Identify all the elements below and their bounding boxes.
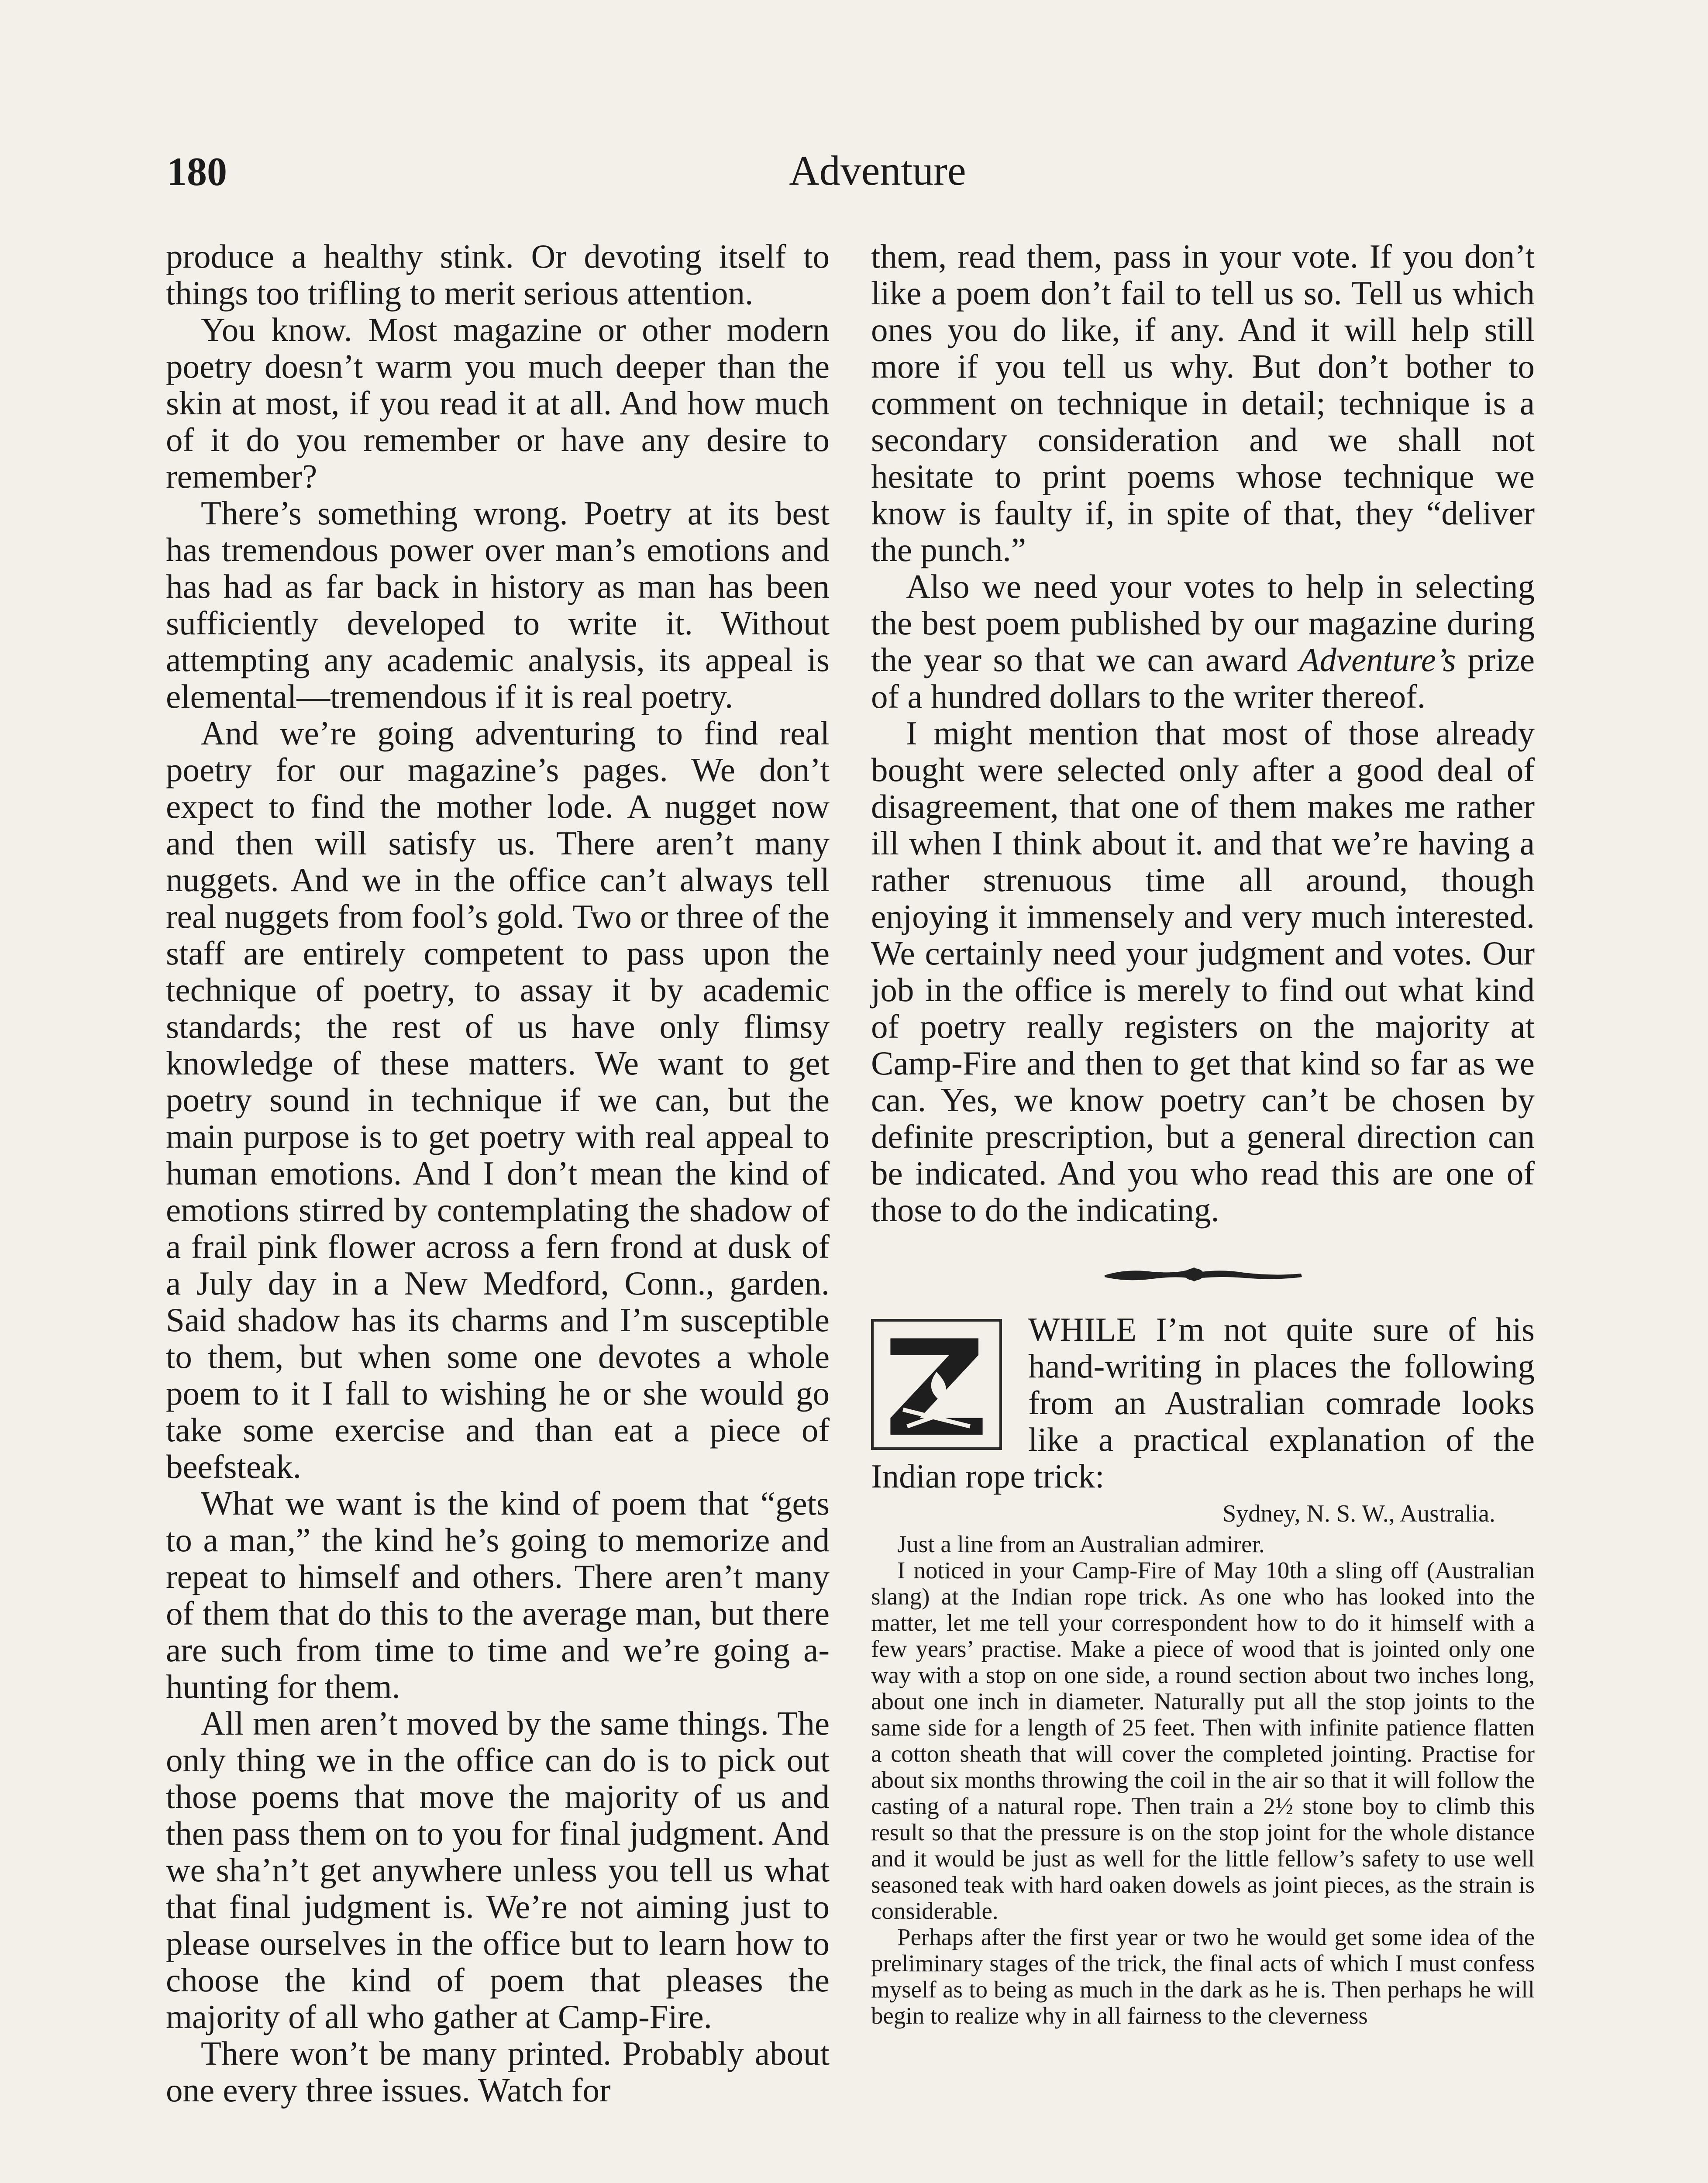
left-paragraph-2: You know. Most magazine or other modern poetry doesn’t warm you much deeper than the skin at most, if you read it at all. And how much of it do you remember or have any desire to remember? xyxy=(166,311,830,495)
letter-intro: WHILE I’m not quite sure of his hand-writing in places the following from an Australian comrade looks like a practical explanation of the Indian rope trick: xyxy=(871,1311,1535,1495)
left-paragraph-5: What we want is the kind of poem that “gets to a man,” the kind he’s going to memorize and repeat to himself and others. There aren’t many of them that do this to the average man, but there are such from time to time and we’re going a-hunting for them. xyxy=(166,1484,830,1705)
ornament-divider-icon xyxy=(1100,1259,1305,1289)
left-paragraph-4: And we’re going adventuring to find real poetry for our magazine’s pages. We don’t expect to find the mother lode. A nugget now and then will satisfy us. There aren’t many nuggets. And we in the office can’t always tell real nuggets from fool’s gold. Two or three of the staff are entirely competent to pass upon the technique of poetry, to assay it by academic standards; the rest of us have only flimsy knowledge of these matters. We want to get poetry sound in technique if we can, but the main purpose is to get poetry with real appeal to human emotions. And I don’t mean the kind of emotions stirred by contemplating the shadow of a frail pink flower across a fern frond at dusk of a July day in a New Medford, Conn., garden. Said shadow has its charms and I’m susceptible to them, but when some one devotes a whole poem to it I fall to wishing he or she would go take some exercise and than eat a piece of beefsteak. xyxy=(166,714,830,1485)
right-paragraph-3: I might mention that most of those already bought were selected only after a good deal of disagreement, that one of them makes me rather ill when I think about it. and that we’re having a rather strenuous time all around, though enjoying it immensely and very much interested. We certainly need your judgment and votes. Our job in the office is merely to find out what kind of poetry really registers on the majority at Camp-Fire and then to get that kind so far as we can. Yes, we know poetry can’t be chosen by definite prescription, but a general direction can be indicated. And you who read this are one of those to do the indicating. xyxy=(871,714,1535,1229)
right-column xyxy=(871,238,1535,2029)
left-paragraph-1: produce a healthy stink. Or devoting itself to things too trifling to merit serious attention. xyxy=(166,238,830,312)
left-paragraph-7: There won’t be many printed. Probably about one every three issues. Watch for xyxy=(166,2035,830,2109)
left-paragraph-6: All men aren’t moved by the same things. The only thing we in the office can do is to pick out those poems that move the majority of us and then pass them on to you for final judgment. And we sha’n’t get anywhere unless you tell us what that final judgment is. We’re not aiming just to please ourselves in the office but to learn how to choose the kind of poem that pleases the majority of all who gather at Camp-Fire. xyxy=(166,1704,830,2035)
letter-paragraph-3: Perhaps after the first year or two he would get some idea of the preliminary stages of the trick, the final acts of which I must confess myself as to being as much in the dark as he is. Then perhaps he will begin to realize why in all fairness to the cleverness xyxy=(871,1924,1535,2029)
running-head: Adventure xyxy=(789,147,966,194)
magazine-name-italic: Adventure’s xyxy=(1299,641,1456,678)
left-column xyxy=(166,238,830,2108)
left-paragraph-3: There’s something wrong. Poetry at its best has tremendous power over man’s emotions and has had as far back in history as man has been sufficiently developed to write it. Without attempting any academic analysis, its appeal is elemental—tremendous if it is real poetry. xyxy=(166,494,830,715)
right-paragraph-2-end: prize of a hundred dollars to the writer thereof. xyxy=(871,641,1535,715)
right-paragraph-1: them, read them, pass in your vote. If you don’t like a poem don’t fail to tell us so. Tell us which ones you do like, if any. And it will help still more if you tell us why. But don’t bother to comment on technique in detail; technique is a secondary consideration and we shall not hesitate to print poems whose technique we know is faulty if, in spite of that, they “deliver the punch.” xyxy=(871,238,1535,568)
letter-dateline: Sydney, N. S. W., Australia. xyxy=(1222,1500,1495,1527)
page-number: 180 xyxy=(167,149,227,194)
right-paragraph-2 xyxy=(871,568,1535,715)
letter-paragraph-1: Just a line from an Australian admirer. xyxy=(897,1531,1265,1557)
campfire-drop-cap-icon xyxy=(871,1319,1002,1450)
letter-section xyxy=(871,1311,1535,2029)
letter-paragraph-2: I noticed in your Camp-Fire of May 10th a sling off (Australian slang) at the Indian rope trick. As one who has looked into the matter, let me tell your correspondent how to do it himself with a few years’ practise. Make a piece of wood that is jointed only one way with a stop on one side, a round section about two inches long, about one inch in diameter. Naturally put all the stop joints to the same side for a length of 25 feet. Then with infinite patience flatten a cotton sheath that will cover the completed jointing. Practise for about six months throwing the coil in the air so that it will follow the casting of a natural rope. Then train a 2½ stone boy to climb this result so that the pressure is on the stop joint for the whole distance and it would be just as well for the little fellow’s safety to use well seasoned teak with hard oaken dowels as joint pieces, as the strain is considerable. xyxy=(871,1557,1535,1924)
right-paragraph-2-start: Also we need your votes to help in selecting the best poem published by our magazine during the year so that we can award xyxy=(871,568,1535,678)
australian-letter xyxy=(871,1500,1535,2029)
